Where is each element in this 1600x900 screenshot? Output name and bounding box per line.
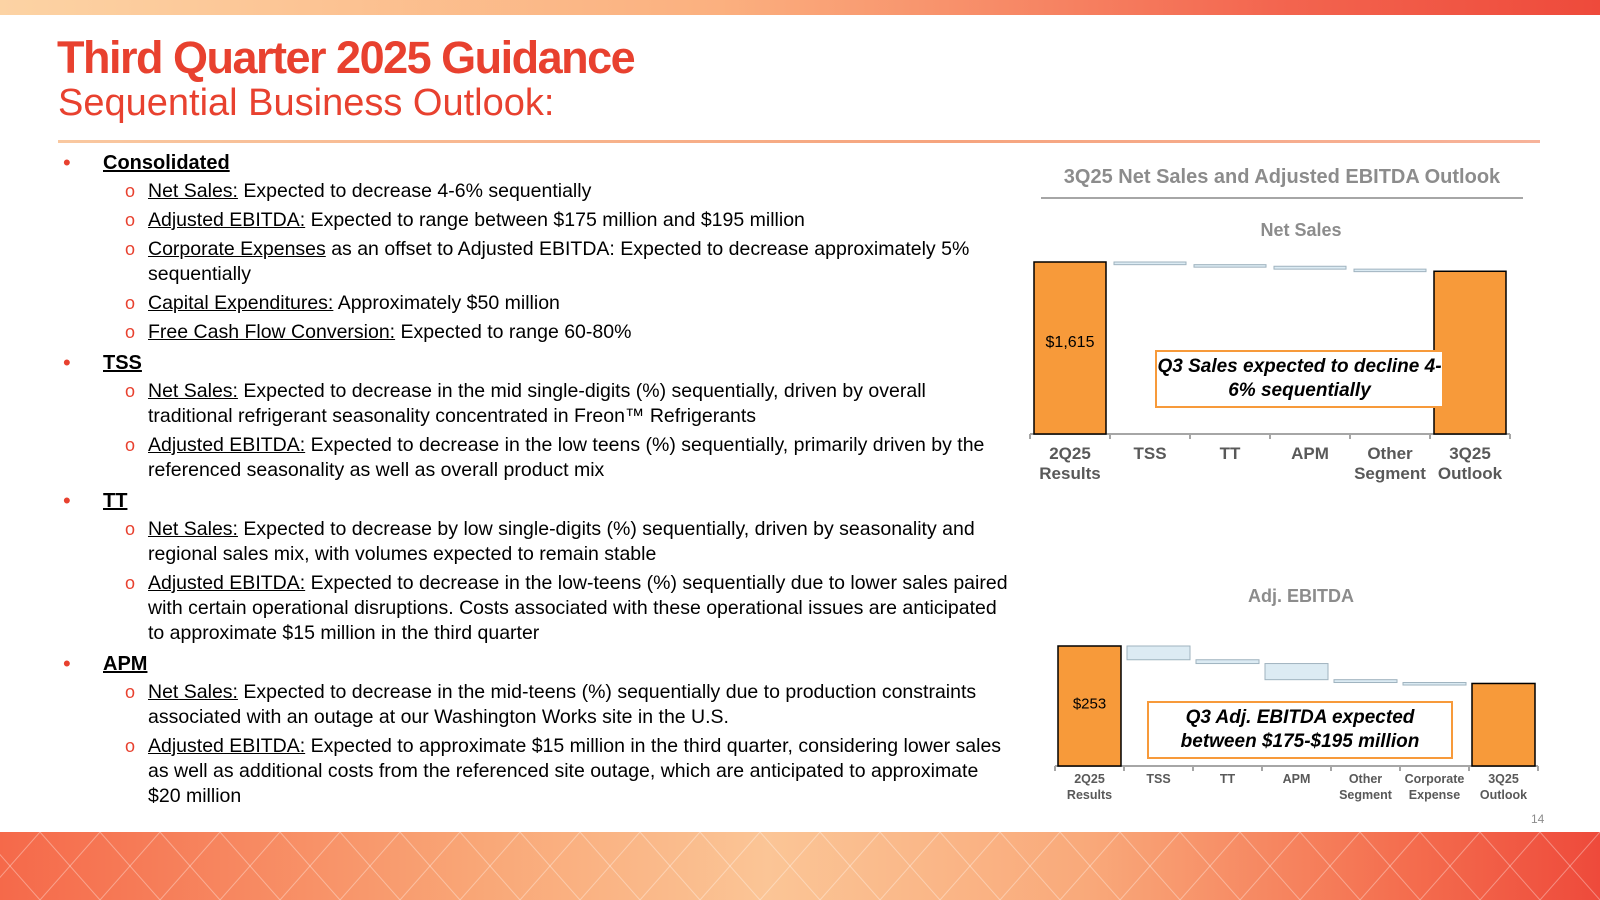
circle-bullet-icon: o [125, 210, 136, 230]
x-tick-label: Outlook [1437, 464, 1503, 483]
guidance-item [103, 208, 1010, 233]
x-tick-label: Other [1348, 772, 1383, 786]
footer-pattern [0, 832, 1600, 900]
guidance-item [103, 571, 1010, 646]
x-tick-label: Segment [1354, 464, 1426, 483]
bar-delta [1265, 664, 1328, 680]
x-tick-label: Outlook [1479, 788, 1528, 802]
guidance-item-text: Expected to decrease in the low-teens (%) sequentially due to lower sales paired with certain operational disruptions. Costs associated with these operational issues are anticipated to approximate $15 million in the third quarter [148, 572, 1008, 644]
section-bullet: • [63, 651, 71, 676]
section-tss [60, 351, 1010, 483]
circle-bullet-icon: o [125, 573, 136, 593]
x-tick-label: 3Q25 [1488, 772, 1519, 786]
page-title: Third Quarter 2025 Guidance [57, 32, 635, 83]
guidance-item [103, 680, 1010, 730]
section-bullet: • [63, 350, 71, 375]
x-tick-label: Segment [1339, 788, 1392, 802]
guidance-item-label: Adjusted EBITDA: [148, 434, 306, 456]
x-tick-label: TT [1219, 444, 1241, 463]
section-title: Consolidated [103, 152, 230, 174]
net-sales-chart-title: Net Sales [1260, 220, 1342, 240]
x-tick-label: 2Q25 [1074, 772, 1105, 786]
bar-delta [1274, 266, 1346, 269]
circle-bullet-icon: o [125, 239, 136, 259]
circle-bullet-icon: o [125, 293, 136, 313]
bar-delta [1334, 680, 1397, 683]
bar-data-label: $253 [1072, 695, 1107, 713]
guidance-item-text: Expected to range between $175 million and $195 million [305, 209, 805, 231]
bar-end-total [1472, 683, 1535, 766]
guidance-item-label: Adjusted EBITDA: [148, 735, 306, 757]
x-tick-label: 2Q25 [1049, 444, 1091, 463]
x-tick-label: APM [1291, 444, 1329, 463]
page-subtitle: Sequential Business Outlook: [58, 82, 555, 124]
section-title: TSS [103, 352, 142, 374]
guidance-item [103, 517, 1010, 567]
circle-bullet-icon: o [125, 736, 136, 756]
section-title: TT [103, 490, 128, 512]
x-tick-label: TT [1219, 772, 1236, 786]
x-tick-label: APM [1282, 772, 1311, 786]
x-tick-label: Results [1039, 464, 1101, 483]
net-sales-callout: Q3 Sales expected to decline 4-6% sequentially [1155, 350, 1444, 408]
bar-delta [1196, 660, 1259, 664]
ebitda-chart-title: Adj. EBITDA [1248, 586, 1354, 606]
bar-data-label: $1,615 [1045, 334, 1095, 352]
bar-end-total [1434, 271, 1506, 434]
guidance-item [103, 179, 1010, 204]
guidance-item [103, 237, 1010, 287]
guidance-item-text: Expected to decrease 4-6% sequentially [237, 180, 592, 202]
section-bullet: • [63, 488, 71, 513]
guidance-item-text: Approximately $50 million [333, 292, 560, 314]
x-tick-label: TSS [1133, 444, 1167, 463]
section-bullet: • [63, 150, 71, 175]
guidance-item-label: Adjusted EBITDA: [148, 209, 306, 231]
bar-delta [1127, 646, 1190, 660]
guidance-item-label: Corporate Expenses [148, 238, 326, 260]
guidance-item [103, 291, 1010, 316]
guidance-item-text: Expected to decrease in the mid single-digits (%) sequentially, driven by overall traditional refrigerant seasonality concentrated in Freon™ Refrigerants [148, 380, 926, 427]
circle-bullet-icon: o [125, 322, 136, 342]
title-divider [58, 140, 1540, 143]
section-tt [60, 489, 1010, 646]
guidance-item-label: Capital Expenditures: [148, 292, 334, 314]
guidance-item-text: Expected to approximate $15 million in the third quarter, considering lower sales as well as additional costs from the referenced site outage, which are anticipated to approximate $20 million [148, 735, 1002, 807]
bar-delta [1403, 683, 1466, 686]
guidance-item [103, 734, 1010, 809]
guidance-item-label: Net Sales: [148, 681, 238, 703]
guidance-item-label: Net Sales: [148, 380, 238, 402]
circle-bullet-icon: o [125, 519, 136, 539]
circle-bullet-icon: o [125, 435, 136, 455]
section-consolidated [60, 151, 1010, 345]
page-number: 14 [1531, 812, 1545, 826]
guidance-item-label: Adjusted EBITDA: [148, 572, 306, 594]
guidance-item [103, 320, 1010, 345]
bar-delta [1354, 269, 1426, 272]
guidance-item-label: Net Sales: [148, 518, 238, 540]
x-tick-label: Other [1367, 444, 1413, 463]
x-tick-label: Expense [1408, 788, 1461, 802]
guidance-item [103, 433, 1010, 483]
guidance-item [103, 379, 1010, 429]
guidance-item-text: as an offset to Adjusted EBITDA: Expected to decrease approximately 5% sequentially [148, 238, 970, 285]
x-tick-label: TSS [1146, 772, 1171, 786]
x-tick-label: Corporate [1404, 772, 1465, 786]
footer-band [0, 832, 1600, 900]
ebitda-callout: Q3 Adj. EBITDA expected between $175-$195 million [1147, 701, 1453, 759]
circle-bullet-icon: o [125, 381, 136, 401]
x-tick-label: Results [1066, 788, 1113, 802]
bar-delta [1114, 262, 1186, 265]
guidance-item-text: Expected to decrease in the mid-teens (%) sequentially due to production constraints associated with an outage at our Washington Works site in the U.S. [148, 681, 977, 728]
section-apm [60, 652, 1010, 809]
charts-header: 3Q25 Net Sales and Adjusted EBITDA Outlook [1063, 166, 1501, 188]
guidance-item-label: Free Cash Flow Conversion: [148, 321, 396, 343]
x-tick-label: 3Q25 [1449, 444, 1491, 463]
guidance-item-label: Net Sales: [148, 180, 238, 202]
top-gradient-bar [0, 0, 1600, 15]
bar-delta [1194, 265, 1266, 268]
guidance-item-text: Expected to decrease in the low teens (%) sequentially, primarily driven by the referenced seasonality as well as overall product mix [148, 434, 985, 481]
circle-bullet-icon: o [125, 181, 136, 201]
section-title: APM [103, 653, 148, 675]
guidance-item-text: Expected to decrease by low single-digits (%) sequentially, driven by seasonality and regional sales mix, with volumes expected to remain stable [148, 518, 975, 565]
guidance-bullet-list [60, 150, 1010, 809]
circle-bullet-icon: o [125, 682, 136, 702]
charts-header-divider [1041, 197, 1523, 199]
guidance-item-text: Expected to range 60-80% [395, 321, 632, 343]
